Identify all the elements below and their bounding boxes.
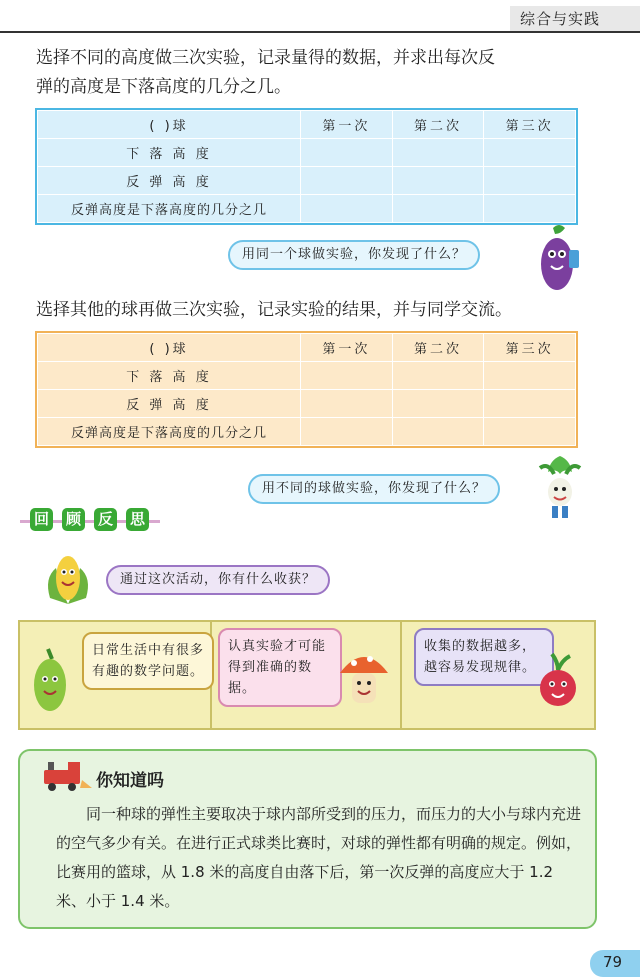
table-header-trial-2: 第二次 (392, 111, 484, 139)
radish-character-icon (530, 452, 590, 522)
beet-character-icon (530, 650, 586, 714)
table-header-trial-3: 第三次 (484, 334, 576, 362)
table-cell[interactable] (392, 418, 484, 446)
mushroom-character-icon (336, 645, 392, 715)
table-header-ball[interactable]: ( )球 (38, 111, 301, 139)
table-cell[interactable] (392, 195, 484, 223)
reflection-bubble-3: 收集的数据越多，越容易发现规律。 (414, 628, 554, 686)
page-number: 79 (603, 953, 623, 971)
table-cell[interactable] (484, 195, 576, 223)
table-header-trial-2: 第二次 (392, 334, 484, 362)
table-cell[interactable] (392, 362, 484, 390)
panel-divider (400, 620, 402, 730)
table-cell[interactable] (484, 390, 576, 418)
chapter-title: 综合与实践 (520, 10, 601, 28)
reflection-bubble-2: 认真实验才可能得到准确的数据。 (218, 628, 342, 707)
table-header-trial-3: 第三次 (484, 111, 576, 139)
experiment-table-other-balls (37, 333, 576, 446)
eggplant-character-icon (525, 222, 585, 297)
header-divider (0, 31, 640, 33)
did-you-know-title: 你知道吗 (96, 771, 164, 791)
table-cell[interactable] (301, 362, 393, 390)
experiment-table-same-ball (37, 110, 576, 223)
question-bubble-reflection: 通过这次活动，你有什么收获？ (106, 565, 330, 595)
instruction-paragraph-2: 选择其他的球再做三次实验，记录实验的结果，并与同学交流。 (36, 300, 512, 320)
table-cell[interactable] (484, 167, 576, 195)
table-cell[interactable] (301, 390, 393, 418)
reflection-bubble-1: 日常生活中有很多有趣的数学问题。 (82, 632, 214, 690)
table-cell[interactable] (392, 139, 484, 167)
table-cell[interactable] (301, 195, 393, 223)
table-cell[interactable] (484, 362, 576, 390)
instruction-line-2: 弹的高度是下落高度的几分之几。 (36, 77, 291, 97)
row-label-bounce-height: 反 弹 高 度 (38, 167, 301, 195)
row-label-bounce-height: 反 弹 高 度 (38, 390, 301, 418)
instruction-line-1: 选择不同的高度做三次实验，记录量得的数据，并求出每次反 (36, 48, 495, 68)
instruction-paragraph-1 (36, 44, 611, 102)
table-header-trial-1: 第一次 (301, 334, 393, 362)
question-bubble-different-balls: 用不同的球做实验，你发现了什么？ (248, 474, 500, 504)
pepper-character-icon (24, 645, 74, 715)
section-title-char: 思 (126, 508, 149, 531)
table-cell[interactable] (484, 418, 576, 446)
table-cell[interactable] (301, 139, 393, 167)
table-header-ball[interactable]: ( )球 (38, 334, 301, 362)
table-header-trial-1: 第一次 (301, 111, 393, 139)
row-label-drop-height: 下 落 高 度 (38, 362, 301, 390)
corn-character-icon (40, 548, 96, 610)
question-bubble-same-ball: 用同一个球做实验，你发现了什么？ (228, 240, 480, 270)
table-cell[interactable] (484, 139, 576, 167)
row-label-drop-height: 下 落 高 度 (38, 139, 301, 167)
row-label-fraction: 反弹高度是下落高度的几分之几 (38, 418, 301, 446)
table-cell[interactable] (392, 390, 484, 418)
table-cell[interactable] (301, 418, 393, 446)
table-cell[interactable] (392, 167, 484, 195)
section-title-char: 回 (30, 508, 53, 531)
section-title-char: 顾 (62, 508, 85, 531)
section-title-char: 反 (94, 508, 117, 531)
table-cell[interactable] (301, 167, 393, 195)
did-you-know-text: 同一种球的弹性主要取决于球内部所受到的压力，而压力的大小与球内充进的空气多少有关。在进行正式球类比赛时，对球的弹性都有明确的规定。例如，比赛用的篮球，从 1.8 米的高度自由落下后，第一次反弹的高度应大于 1.2 米、小于 1.4 米。 (56, 805, 582, 910)
train-icon (38, 758, 98, 792)
row-label-fraction: 反弹高度是下落高度的几分之几 (38, 195, 301, 223)
